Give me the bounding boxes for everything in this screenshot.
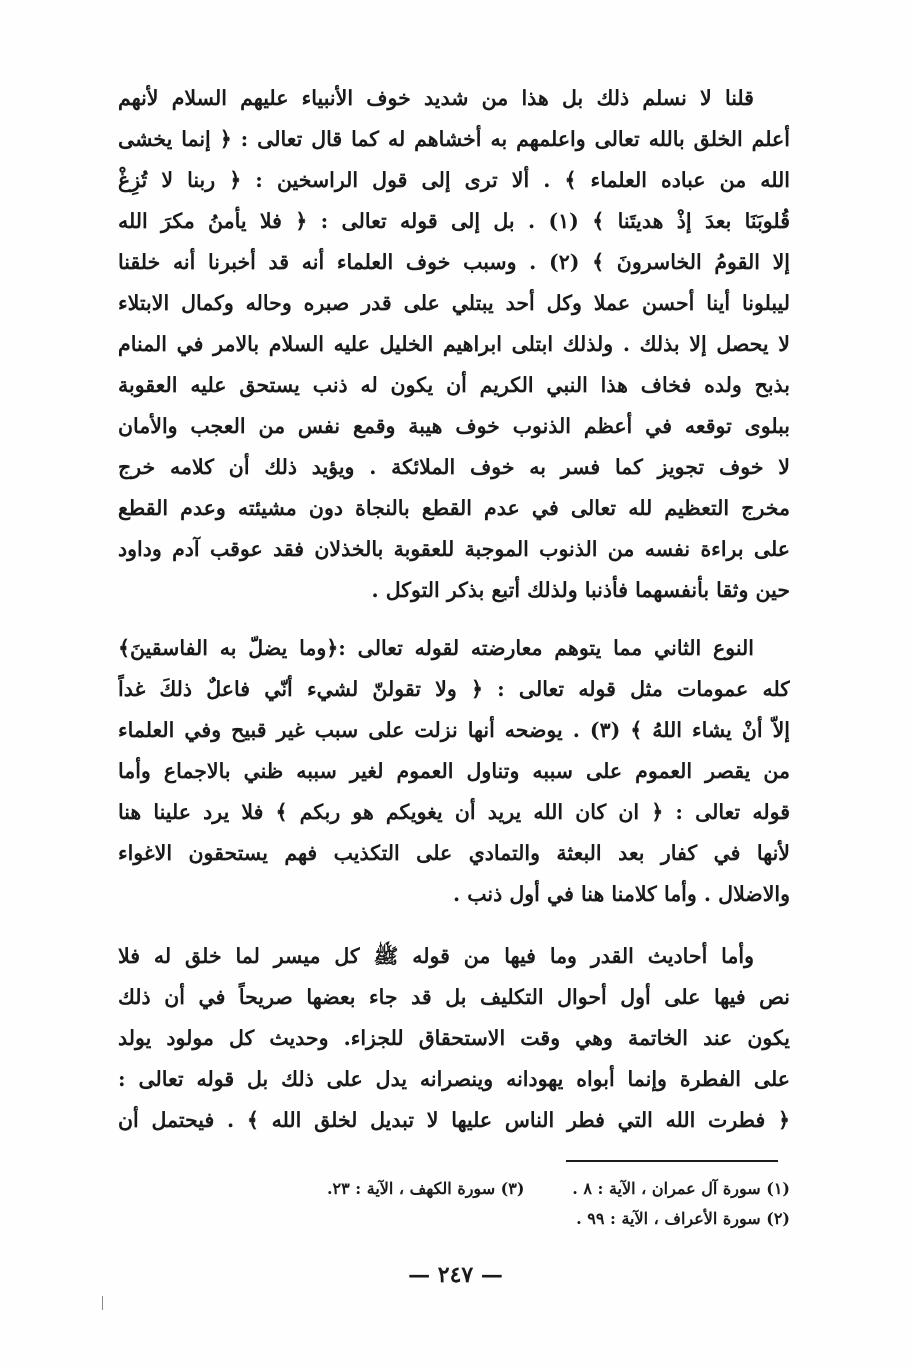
footnote-1: (١) سورة آل عمران ، الآية : ٨ . [572,1179,790,1198]
text-line: نص فيها على أول أحوال التكليف بل قد جاء بعضها صريحاً في أن ذلك [118,985,790,1009]
scan-speck [102,1296,103,1310]
text-line: كله عمومات مثل قوله تعالى : ﴿ ولا تقولنّ لشيء أنّي فاعلٌ ذلكَ غداً [118,677,790,701]
text-line: حين وثقا بأنفسهما فأذنبا ولذلك أتبع بذكر التوكل . [371,578,790,602]
paragraph-3 [118,936,790,1141]
text-line: بذبح ولده فخاف هذا النبي الكريم أن يكون له ذنب يستحق عليه العقوبة [118,373,790,397]
text-line: أعلم الخلق بالله تعالى واعلمهم به أخشاهم له كما قال تعالى : ﴿ إنما يخشى [118,127,790,151]
text-line: الله من عباده العلماء ﴾ . ألا ترى إلى قول الراسخين : ﴿ ربنا لا تُزِغْ [118,168,790,192]
footnotes [190,1174,790,1234]
text-line: ببلوى توقعه في أعظم الذنوب خوف هيبة وقمع نفس من العجب والأمان [118,414,790,438]
footnote-row [190,1174,790,1204]
text-line: قلنا لا نسلم ذلك بل هذا من شديد خوف الأنبياء عليهم السلام لأنهم [118,86,754,110]
page-number: — ٢٤٧ — [408,1262,503,1288]
footnote-2: (٢) سورة الأعراف ، الآية : ٩٩ . [576,1209,790,1228]
text-line: على براءة نفسه من الذنوب الموجبة للعقوبة بالخذلان فقد عوقب آدم وداود [118,537,790,561]
text-line: النوع الثاني مما يتوهم معارضته لقوله تعالى :﴿وما يضلّ به الفاسقينَ﴾ [118,636,754,660]
footnote-row [190,1204,790,1234]
text-line: لا خوف تجويز كما فسر به خوف الملائكة . ويؤيد ذلك أن كلامه خرج [118,455,790,479]
text-line: وأما أحاديث القدر وما فيها من قوله ﷺ كل ميسر لما خلق له فلا [118,944,754,968]
footnote-divider [566,1160,778,1162]
footnote-3: (٣) سورة الكهف ، الآية : ٢٣. [326,1179,525,1198]
text-line: مخرج التعظيم لله تعالى في عدم القطع بالنجاة دون مشيئته وعدم القطع [118,496,790,520]
text-line: لأنها في كفار بعد البعثة والتمادي على التكذيب فهم يستحقون الاغواء [118,841,790,865]
text-line: قوله تعالى : ﴿ ان كان الله يريد أن يغويكم هو ربكم ﴾ فلا يرد علينا هنا [118,800,790,824]
text-line: لا يحصل إلا بذلك . ولذلك ابتلى ابراهيم الخليل عليه السلام بالامر في المنام [118,332,790,356]
text-line: إلاّ أنْ يشاء اللهُ ﴾ (٣) . يوضحه أنها نزلت على سبب غير قبيح وفي العلماء [118,718,790,742]
text-line: إلا القومُ الخاسرونَ ﴾ (٢) . وسبب خوف العلماء أنه قد أخبرنا أنه خلقنا [118,250,790,274]
text-line: قُلوبَنَا بعدَ إذْ هديتَنا ﴾ (١) . بل إلى قوله تعالى : ﴿ فلا يأمنُ مكرَ الله [118,209,790,233]
paragraph-2 [118,628,790,915]
text-line: من يقصر العموم على سببه وتناول العموم لغير سببه ظني بالاجماع وأما [118,759,790,783]
text-line: ليبلونا أينا أحسن عملا وكل أحد يبتلي على قدر صبره وحاله وكمال الابتلاء [118,291,790,315]
text-line: يكون عند الخاتمة وهي وقت الاستحقاق للجزاء. وحديث كل مولود يولد [118,1026,790,1050]
text-line: على الفطرة وإنما أبواه يهودانه وينصرانه يدل على ذلك بل قوله تعالى : [118,1067,790,1091]
text-line: ﴿ فطرت الله التي فطر الناس عليها لا تبديل لخلق الله ﴾ . فيحتمل أن [118,1108,790,1132]
text-line: والاضلال . وأما كلامنا هنا في أول ذنب . [453,882,790,906]
paragraph-1 [118,78,790,611]
